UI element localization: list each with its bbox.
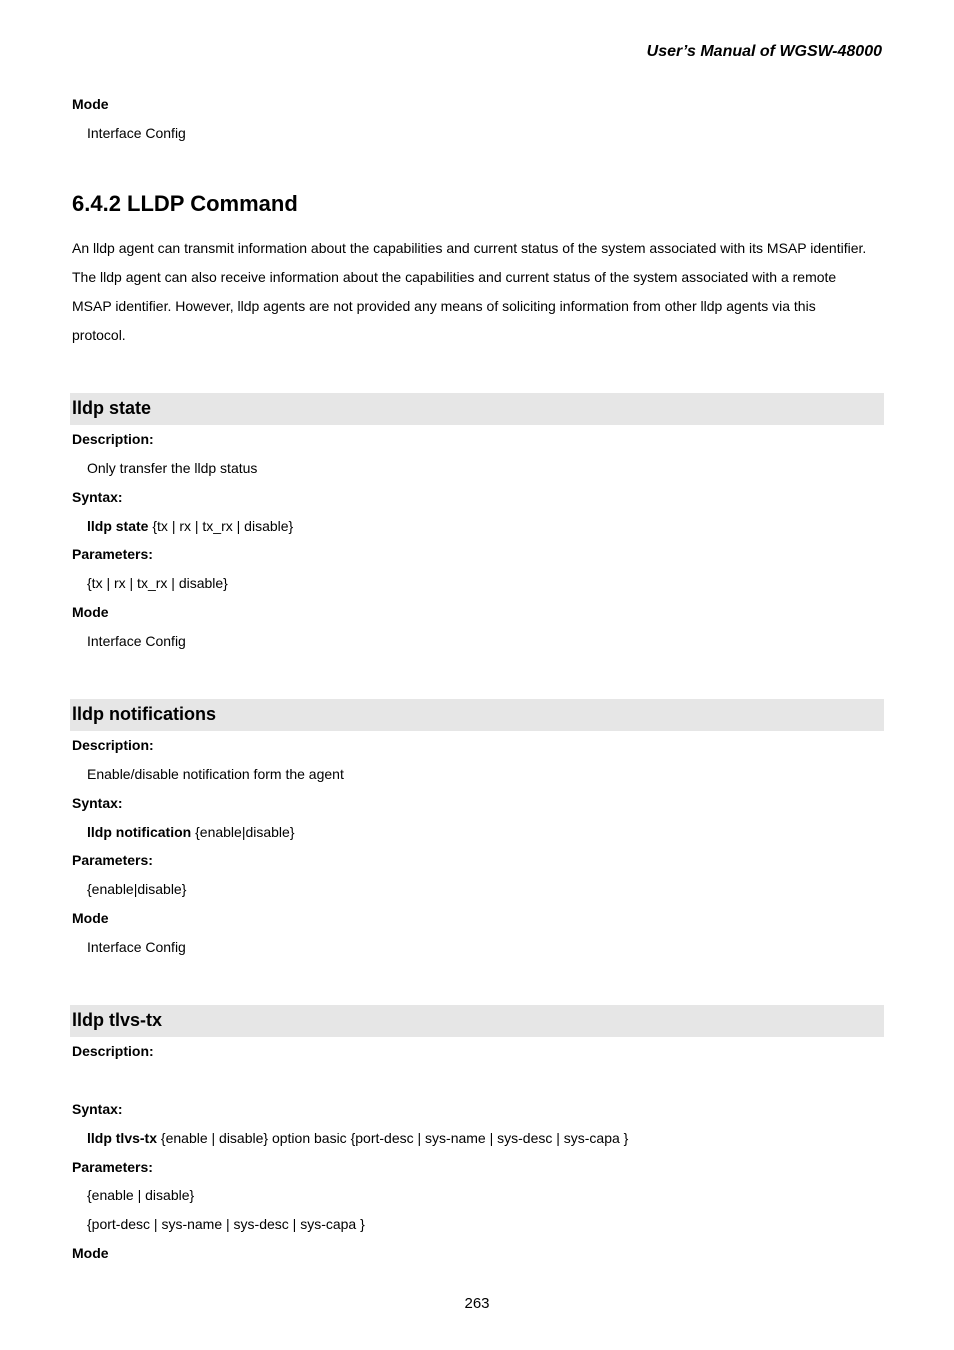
command-heading-bar	[70, 699, 884, 731]
syntax-arguments: {enable | disable} option basic {port-desc | sys-name | sys-desc | sys-capa }	[157, 1130, 629, 1146]
intro-line: protocol.	[72, 327, 126, 343]
intro-line: MSAP identifier. However, lldp agents are not provided any means of soliciting information from other lldp agents via this	[72, 298, 816, 314]
command-title: lldp state	[72, 398, 152, 418]
mode-value: Interface Config	[87, 633, 186, 649]
description-text: Only transfer the lldp status	[87, 460, 258, 476]
syntax-command: lldp notification	[87, 824, 192, 840]
command-title: lldp notifications	[72, 704, 216, 724]
mode-value: Interface Config	[87, 939, 186, 955]
parameters-label: Parameters:	[72, 1159, 153, 1175]
parameter-value: {port-desc | sys-name | sys-desc | sys-capa }	[87, 1216, 365, 1232]
intro-line: An lldp agent can transmit information about the capabilities and current status of the system associated with its MSAP identifier.	[72, 240, 867, 256]
syntax-arguments: {tx | rx | tx_rx | disable}	[148, 518, 294, 534]
syntax-label: Syntax:	[72, 489, 123, 505]
mode-label: Mode	[72, 604, 109, 620]
syntax-arguments: {enable|disable}	[191, 824, 295, 840]
syntax-line	[87, 518, 293, 534]
description-text: Enable/disable notification form the agent	[87, 766, 344, 782]
section-heading: 6.4.2 LLDP Command	[72, 191, 298, 216]
command-title: lldp tlvs-tx	[72, 1010, 163, 1030]
parameters-label: Parameters:	[72, 546, 153, 562]
parameters-label: Parameters:	[72, 852, 153, 868]
syntax-line	[87, 824, 295, 840]
syntax-command: lldp tlvs-tx	[87, 1130, 158, 1146]
syntax-command: lldp state	[87, 518, 149, 534]
description-label: Description:	[72, 1043, 154, 1059]
parameter-value: {tx | rx | tx_rx | disable}	[87, 575, 228, 591]
syntax-label: Syntax:	[72, 795, 123, 811]
syntax-label: Syntax:	[72, 1101, 123, 1117]
command-heading-bar	[70, 1005, 884, 1037]
mode-value: Interface Config	[87, 125, 186, 141]
intro-paragraph	[72, 234, 894, 350]
mode-label: Mode	[72, 96, 109, 112]
mode-label: Mode	[72, 910, 109, 926]
page-number: 263	[464, 1295, 490, 1312]
mode-label: Mode	[72, 1245, 109, 1261]
syntax-line	[87, 1130, 628, 1146]
description-label: Description:	[72, 737, 154, 753]
running-header: User’s Manual of WGSW-48000	[646, 43, 882, 60]
intro-line: The lldp agent can also receive information about the capabilities and current status of the system associated with a remote	[72, 269, 837, 285]
parameter-value: {enable | disable}	[87, 1187, 195, 1203]
description-label: Description:	[72, 431, 154, 447]
command-heading-bar	[70, 393, 884, 425]
parameter-value: {enable|disable}	[87, 881, 187, 897]
